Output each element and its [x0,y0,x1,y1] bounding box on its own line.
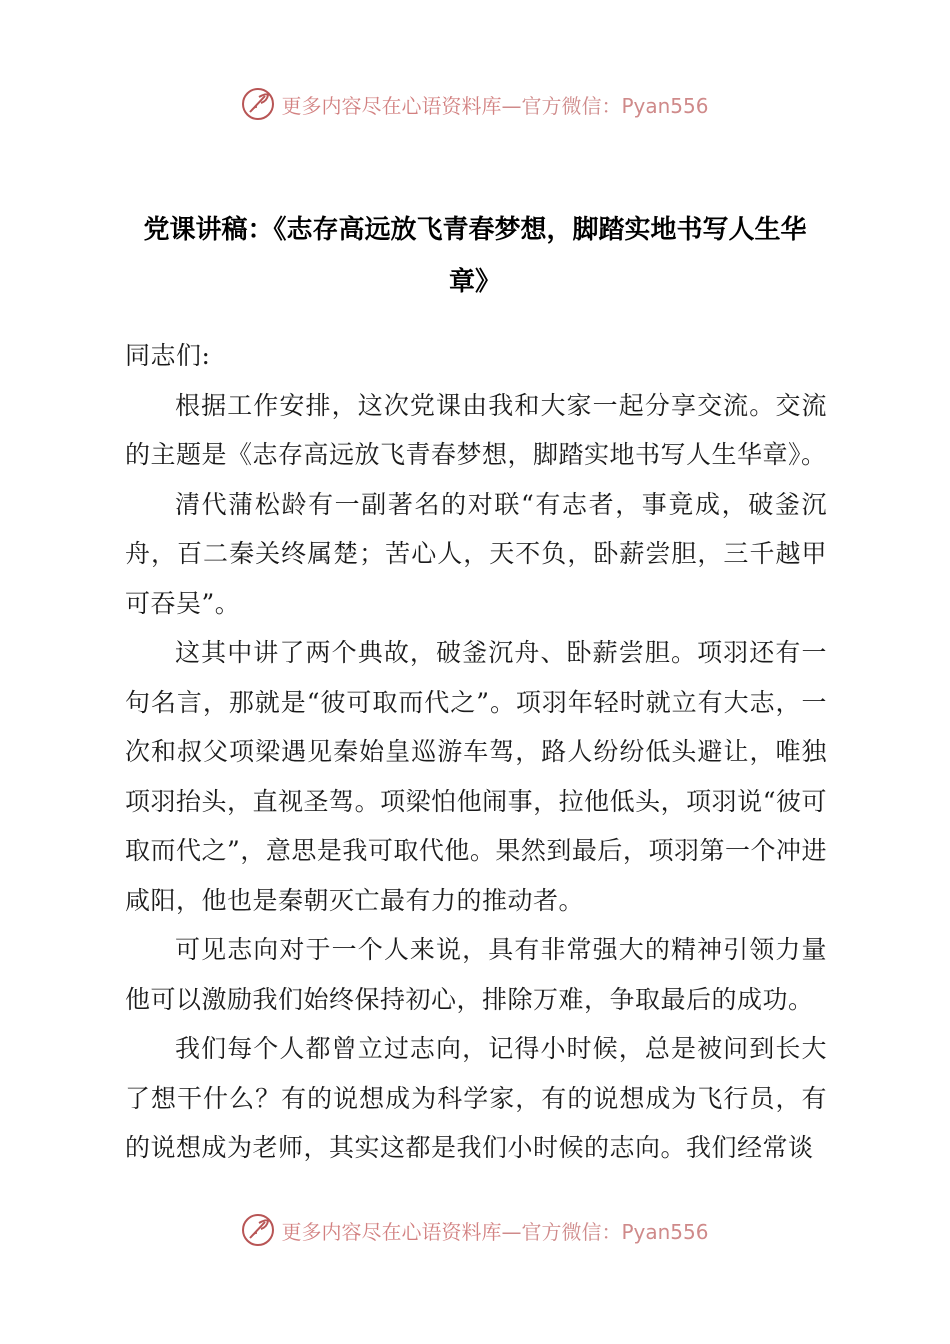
watermark-text: 更多内容尽在心语资料库 [281,93,502,118]
watermark-header [0,82,950,126]
document-body [125,331,827,1173]
paragraph: 这其中讲了两个典故，破釜沉舟、卧薪尝胆。项羽还有一句名言，那就是“彼可取而代之”。项羽年轻时就立有大志，一次和叔父项梁遇见秦始皇巡游车驾，路人纷纷低头避让，唯独项羽抬头，直视圣驾。项梁怕他闹事，拉他低头，项羽说“彼可取而代之”，意思是我可取代他。果然到最后，项羽第一个冲进咸阳，他也是秦朝灭亡最有力的推动者。 [125,638,827,915]
quill-logo-icon [241,1213,275,1247]
watermark-wechat: —官方微信：Pyan556 [501,93,709,118]
paragraph: 根据工作安排，这次党课由我和大家一起分享交流。交流的主题是《志存高远放飞青春梦想，脚踏实地书写人生华章》。 [125,390,827,469]
salutation: 同志们: [125,341,211,370]
document-title: 党课讲稿：《志存高远放飞青春梦想，脚踏实地书写人生华章》 [143,215,807,297]
paragraph: 可见志向对于一个人来说，具有非常强大的精神引领力量他可以激励我们始终保持初心，排除万难，争取最后的成功。 [125,935,827,1014]
paragraph: 我们每个人都曾立过志向，记得小时候，总是被问到长大了想干什么？有的说想成为科学家，有的说想成为飞行员，有的说想成为老师，其实这都是我们小时候的志向。我们经常谈 [125,1034,827,1162]
watermark-footer [0,1208,950,1252]
quill-logo-icon [241,87,275,121]
watermark-text: 更多内容尽在心语资料库 [281,1219,502,1244]
watermark-wechat: —官方微信：Pyan556 [501,1219,709,1244]
paragraph: 清代蒲松龄有一副著名的对联“有志者，事竟成，破釜沉舟，百二秦关终属楚；苦心人，天不负，卧薪尝胆，三千越甲可吞吴”。 [125,489,827,618]
